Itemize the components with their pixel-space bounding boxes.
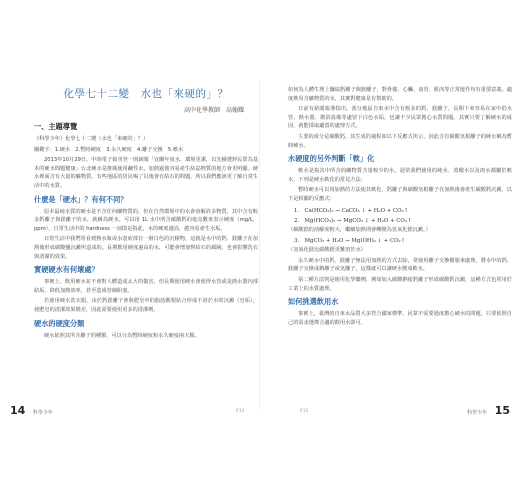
equation-2: 2. Mg(HCO₃)₂ → MgCO₃ ↓ + H₂O + CO₂↑ [294, 217, 412, 224]
subheading-choose-water: 如何挑選飲用水 [288, 297, 339, 307]
equation-3: 3. MgCO₃ + H₂O → Mg(OH)₂ ↓ + CO₂↑ [294, 238, 406, 245]
paragraph: 軟水是指其中所含的礦物質含量較少的水，通常我們使用的純水、蒸餾水以及雨水都屬於軟水，下列是硬水軟化的常見方法： [288, 168, 512, 183]
right-page [288, 86, 512, 386]
subheading-softening: 水硬度的另外判斷「軟」化 [288, 154, 375, 164]
section-heading-overview: 一、主題導覽 [34, 122, 78, 131]
paragraph: （碳酸鎂的溶解度較大，繼續加熱則會轉變為氫氧化鎂沉澱。） [288, 226, 431, 233]
paragraph: 事實上，飲用硬水並不會對人體造成太大的傷害，但長期使用硬水會使得水管或是熱水器內部結垢，降低加熱效率，甚至造成管線阻塞。 [34, 279, 258, 294]
paragraph: 日常生活中我們常看到熱水瓶或水壺底部有一層白色的沉積物，這就是水中的鈣、鎂離子在加熱後形成碳酸鹽沉澱所造成的。長期飲用硬度過高的水，可能會增加腎結石的風險，也會影響洗衣與清潔的效果。 [34, 236, 258, 260]
subheading-classification: 硬水的硬度分類 [34, 318, 85, 328]
paragraph: 硬水依照其所含離子的種類，可以分為暫時硬度和永久硬度兩大類。 [44, 332, 200, 339]
paragraph: 主要的成分是碳酸鈣，其生成的過程如以下反應式所示，因此含有碳酸氫根離子的硬水稱為暫時硬水。 [288, 133, 512, 149]
footer-right [467, 404, 510, 418]
paragraph: 如何為人體生理上攝取鈣離子與鎂離子，對骨骼、心臟、血管、肌肉等正常運作均有重要意義。適度飲用含礦物質的水，其實對健康是有幫助的。 [288, 87, 512, 102]
equation-1: 1. Ca(HCO₃)₂ → CaCO₃ ↓ + H₂O + CO₂↑ [294, 207, 409, 214]
paragraph: 暫時硬水可以用加熱的方法使其軟化，鈣離子與碳酸氫根離子在加熱後會產生碳酸鈣沉澱，以下是相關的反應式： [288, 187, 512, 202]
page-number-left: 14 [10, 404, 26, 417]
subheading-harm: 實硬硬水有何壞處？ [34, 265, 99, 275]
page-number-right: 15 [494, 404, 510, 417]
page-gutter [259, 80, 260, 410]
author-line: 高中化學教師 高翰耀 [183, 107, 244, 114]
paragraph: （氫氧化鎂比碳酸鎂更難溶於水） [288, 247, 366, 254]
paragraph: 日前有新聞報導指出，部分地區自來水中含有較多的鈣、鎂離子，長期下來容易在家中的水管、熱水器、衛浴設備等處留下白色水垢，也讓不少民眾擔心水質問題。其實只要了解硬水的成因，就能採取適當的處理方式。 [288, 106, 512, 130]
paragraph: 第二種方法則是使用化學藥劑，例如加入碳酸鈉使鈣離子形成碳酸鈣沉澱，這種方式也常用於工業上的水質處理。 [288, 276, 512, 292]
footer-left [10, 404, 53, 418]
article-title: 化學七十二變 水也「來硬的」？ [63, 88, 229, 100]
magazine-name: 科學少年 [32, 410, 53, 416]
paragraph: 《科學少年》化學七十二變（水也「來硬的」？） [34, 136, 149, 142]
paragraph: 若使用硬水洗衣服，由於鈣鎂離子會與肥皂中的脂肪酸根結合形成不溶於水的沉澱（皂垢），使肥皂的清潔效果變差，因此需要使用更多的清潔劑。 [34, 298, 258, 313]
subheading-what-is-hard-water: 什麼是「硬水」？有何不同？ [34, 194, 128, 204]
paragraph: 永久硬水中的鈣、鎂離子無法用加熱的方式去除，常使用離子交換樹脂來處理，將水中的鈣、鎂離子交換成鈉離子或氫離子，這樣就可以讓硬水變成軟水。 [288, 257, 512, 273]
paragraph: 2013年10月29日，中時電子報刊登一則新聞「宜蘭年度水、環境更潔，以先檢選鋅民眾為基本的硬水問題健康」台北硬水是推廣使用鹼性水，加熱過後容易產生結晶物質的地方會更明顯。硬水裡面含有大量的礦物質，有些地區的居民喝了以後會有結石的問題，所以我們應該更了解日常生活中的水質。 [34, 157, 258, 189]
paragraph: 事實上，臺灣的自來水品質大多符合國家標準，民眾不需要過度擔心硬水的問題，只要依照自己的需求選擇合適的飲用水即可。 [288, 311, 512, 326]
left-page [34, 86, 258, 386]
paragraph: 原本最純水質的硬水是不含任何礦物質的，但在自然環境中的水會溶解許多物質，其中含有較多鈣離子與鎂離子的水，就稱為硬水。可以用 1L 水中所含碳酸鈣的毫克數來表示硬度（mg/L，ppm），日常生活中的 hardness 一詞即是指此，水的硬度越高，越容易產生水垢。 [34, 208, 258, 232]
magazine-name: 科學少年 [467, 410, 488, 416]
crop-mark-label: P.14 [236, 408, 245, 413]
keywords: 關鍵字：1.硬水 2.暫時硬度 3.永久硬度 4.離子交換 5.軟水 [34, 146, 184, 153]
crop-mark-label: P.15 [300, 408, 309, 413]
